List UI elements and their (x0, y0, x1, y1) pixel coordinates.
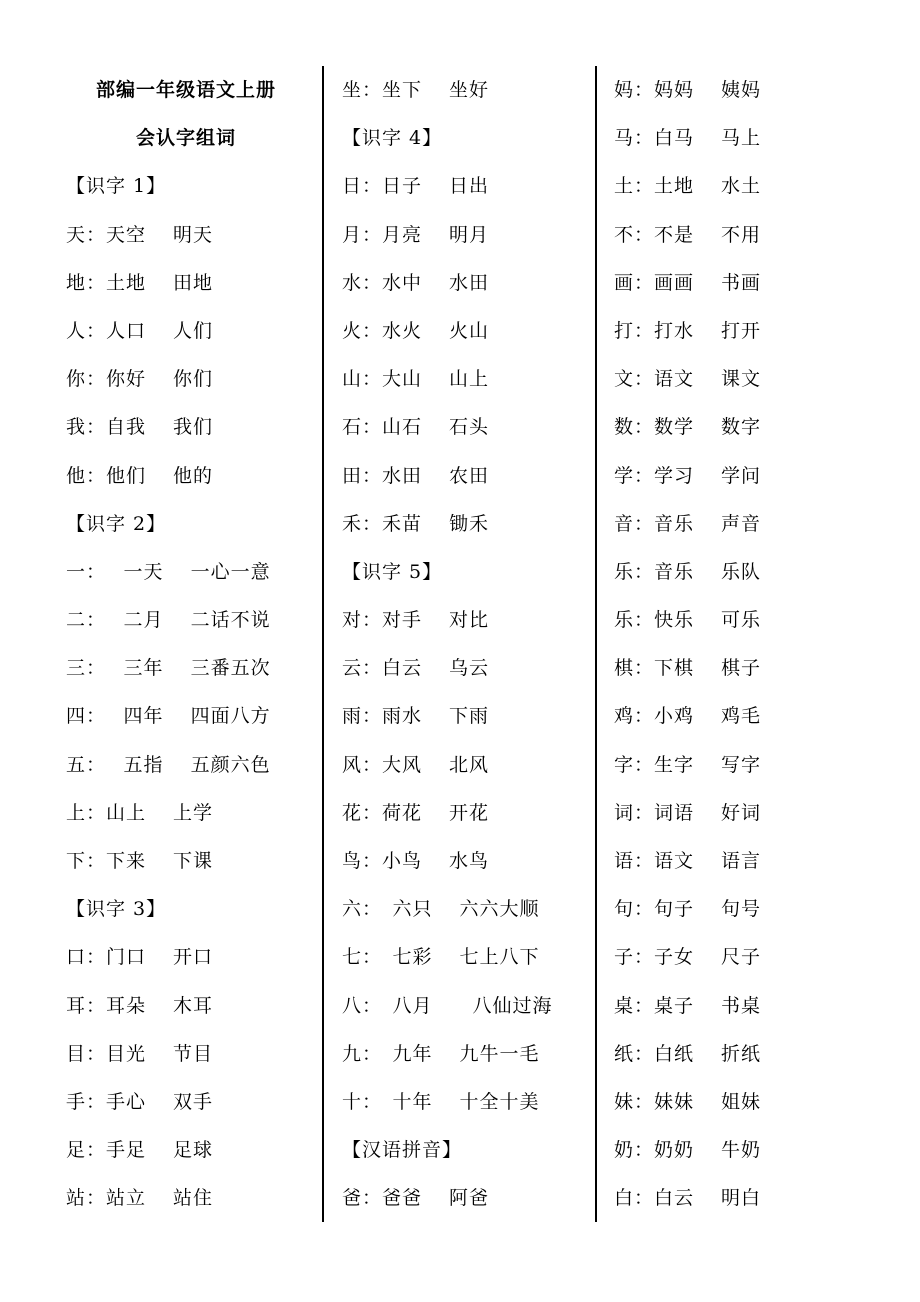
list-item: 田：水田 农田 (342, 464, 490, 487)
list-item: 二： 二月 二话不说 (66, 609, 271, 632)
list-item: 口：门口 开口 (66, 946, 214, 969)
list-item: 三： 三年 三番五次 (66, 657, 271, 680)
column-1 (66, 66, 306, 1223)
list-item: 文：语文 课文 (614, 368, 762, 391)
list-item: 云：白云 乌云 (342, 657, 490, 680)
list-item: 目：目光 节目 (66, 1042, 214, 1065)
list-item: 我：自我 我们 (66, 416, 214, 439)
list-item: 一： 一天 一心一意 (66, 560, 271, 583)
list-item: 山：大山 山上 (342, 368, 490, 391)
list-item: 白：白云 明白 (614, 1187, 762, 1210)
list-item: 桌：桌子 书桌 (614, 994, 762, 1017)
list-item: 鸡：小鸡 鸡毛 (614, 705, 762, 728)
column-divider (322, 66, 324, 1222)
list-item: 四： 四年 四面八方 (66, 705, 271, 728)
list-item: 语：语文 语言 (614, 850, 762, 872)
list-item: 学：学习 学问 (614, 464, 762, 487)
list-item: 五： 五指 五颜六色 (66, 753, 271, 776)
list-item: 【识字 2】 (66, 512, 167, 535)
list-item: 人：人口 人们 (66, 319, 214, 342)
column-2 (342, 66, 582, 1223)
list-item: 火：水火 火山 (342, 319, 490, 342)
list-item: 乐：音乐 乐队 (614, 560, 762, 583)
list-item: 禾：禾苗 锄禾 (342, 512, 490, 535)
list-item: 音：音乐 声音 (614, 512, 762, 535)
list-item: 站：站立 站住 (66, 1187, 214, 1210)
list-item: 八： 八月 八仙过海 (342, 994, 553, 1017)
list-item: 【识字 4】 (342, 127, 443, 150)
list-item: 打：打水 打开 (614, 319, 762, 342)
list-item: 地：土地 田地 (66, 271, 214, 294)
list-item: 子：子女 尺子 (614, 946, 762, 969)
list-item: 石：山石 石头 (342, 416, 490, 439)
list-item: 六： 六只 六六大顺 (342, 898, 540, 921)
list-item: 上：山上 上学 (66, 801, 214, 824)
list-item: 耳：耳朵 木耳 (66, 994, 214, 1017)
list-item: 日：日子 日出 (342, 175, 490, 198)
list-item: 纸：白纸 折纸 (614, 1042, 762, 1065)
list-item: 月：月亮 明月 (342, 223, 490, 246)
list-item: 天：天空 明天 (66, 223, 214, 246)
column-divider (595, 66, 597, 1222)
list-item: 下：下来 下课 (66, 850, 214, 872)
list-item: 妈：妈妈 姨妈 (614, 79, 762, 101)
list-item: 【识字 1】 (66, 175, 167, 198)
list-item: 足：手足 足球 (66, 1139, 214, 1162)
list-item: 七： 七彩 七上八下 (342, 946, 540, 969)
list-item: 花：荷花 开花 (342, 801, 490, 824)
column-3 (614, 66, 864, 1223)
list-item: 【识字 5】 (342, 560, 443, 583)
list-item: 鸟：小鸟 水鸟 (342, 850, 490, 872)
list-item: 十： 十年 十全十美 (342, 1090, 540, 1113)
list-item: 雨：雨水 下雨 (342, 705, 490, 728)
list-item: 风：大风 北风 (342, 753, 490, 776)
list-item: 棋：下棋 棋子 (614, 657, 762, 680)
list-item: 数：数学 数字 (614, 416, 762, 439)
list-item: 坐：坐下 坐好 (342, 79, 490, 101)
list-item: 句：句子 句号 (614, 898, 762, 921)
list-item: 你：你好 你们 (66, 368, 214, 391)
list-item: 土：土地 水土 (614, 175, 762, 198)
list-item: 水：水中 水田 (342, 271, 490, 294)
list-item: 【汉语拼音】 (342, 1139, 463, 1162)
page-title: 部编一年级语文上册 (95, 79, 276, 101)
list-item: 对：对手 对比 (342, 609, 490, 632)
list-item: 【识字 3】 (66, 898, 167, 921)
list-item: 字：生字 写字 (614, 753, 762, 776)
list-item: 他：他们 他的 (66, 464, 214, 487)
list-item: 手：手心 双手 (66, 1090, 214, 1113)
list-item: 乐：快乐 可乐 (614, 609, 762, 632)
list-item: 九： 九年 九牛一毛 (342, 1042, 540, 1065)
list-item: 词：词语 好词 (614, 801, 762, 824)
list-item: 不：不是 不用 (614, 223, 762, 246)
list-item: 奶：奶奶 牛奶 (614, 1139, 762, 1162)
page-subtitle: 会认字组词 (135, 127, 236, 150)
list-item: 妹：妹妹 姐妹 (614, 1090, 762, 1113)
list-item: 画：画画 书画 (614, 271, 762, 294)
list-item: 马：白马 马上 (614, 127, 762, 150)
list-item: 爸：爸爸 阿爸 (342, 1187, 490, 1210)
